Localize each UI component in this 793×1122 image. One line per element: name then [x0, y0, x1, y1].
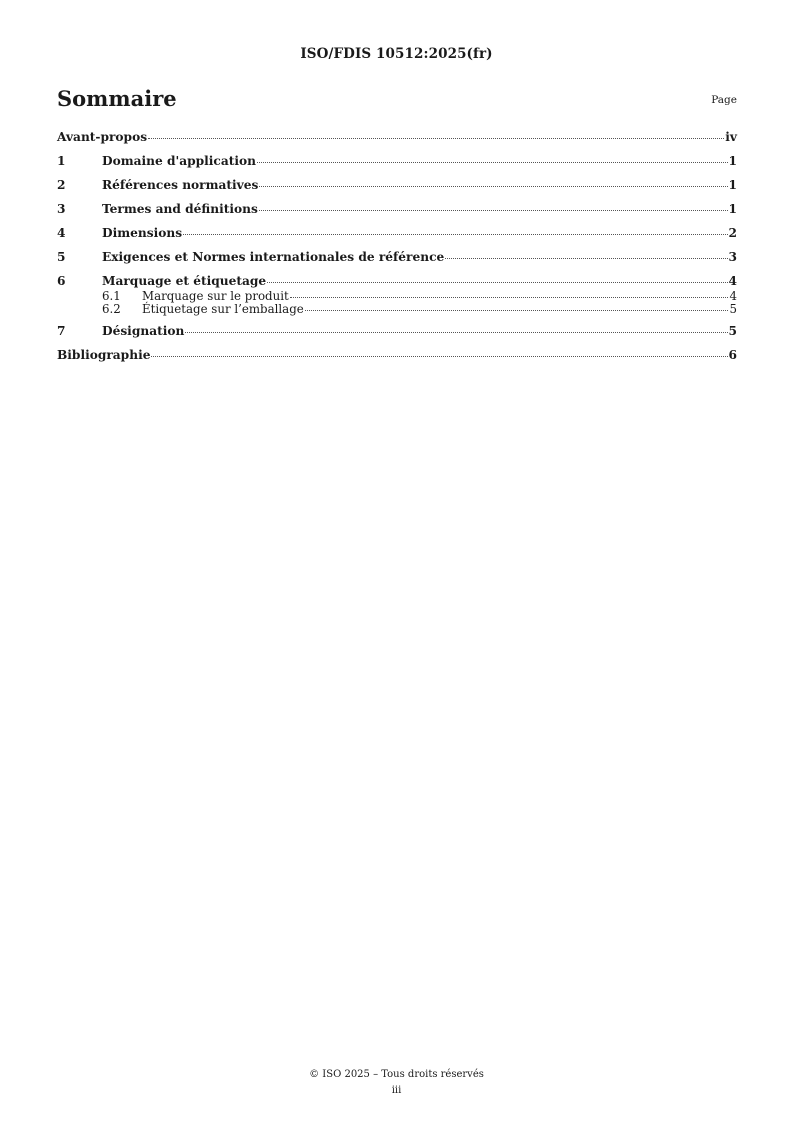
toc-entry-bibliography[interactable]	[57, 348, 737, 372]
toc-entry-number: 7	[57, 324, 66, 338]
toc-entry-label: Exigences et Normes internationales de référence	[102, 250, 445, 264]
toc-title: Sommaire	[57, 86, 177, 111]
toc-entry-page: iv	[725, 130, 737, 144]
toc-subentry-product-marking[interactable]	[57, 289, 737, 302]
toc-entry-label: Références normatives	[102, 178, 259, 192]
toc-entry-number: 6	[57, 274, 66, 288]
toc-entry-page: 5	[728, 324, 737, 338]
toc-entry-label: Marquage et étiquetage	[102, 274, 267, 288]
toc-entry-label: Désignation	[102, 324, 185, 338]
toc-entry-page: 4	[728, 274, 737, 288]
toc-entry-number: 6.1	[102, 289, 121, 303]
toc-entry-number: 6.2	[102, 302, 121, 316]
page-footer	[0, 1067, 793, 1099]
toc-entry-label: Étiquetage sur l’emballage	[142, 302, 304, 316]
copyright-notice: © ISO 2025 – Tous droits réservés	[309, 1069, 484, 1080]
toc-entry-designation[interactable]	[57, 324, 737, 348]
toc-entry-requirements[interactable]	[57, 250, 737, 274]
toc-entry-dimensions[interactable]	[57, 226, 737, 250]
toc-entry-number: 5	[57, 250, 66, 264]
toc-leader-dots	[290, 297, 729, 298]
table-of-contents	[57, 130, 737, 372]
toc-entry-page: 2	[728, 226, 737, 240]
toc-entry-page: 5	[729, 302, 737, 316]
toc-entry-number: 4	[57, 226, 66, 240]
toc-entry-label: Domaine d'application	[102, 154, 256, 168]
toc-leader-dots	[151, 356, 727, 357]
toc-title-row	[57, 86, 737, 116]
toc-entry-number: 1	[57, 154, 66, 168]
toc-entry-label: Bibliographie	[57, 348, 151, 362]
toc-leader-dots	[259, 186, 727, 187]
toc-entry-label: Termes and définitions	[102, 202, 258, 216]
toc-entry-label: Marquage sur le produit	[142, 289, 289, 303]
toc-entry-page: 1	[728, 178, 737, 192]
toc-leader-dots	[257, 162, 728, 163]
page-column-label: Page	[711, 94, 737, 106]
toc-leader-dots	[267, 282, 727, 283]
page-number: iii	[391, 1085, 402, 1096]
toc-entry-label: Avant-propos	[57, 130, 148, 144]
toc-leader-dots	[183, 234, 727, 235]
toc-entry-normative-references[interactable]	[57, 178, 737, 202]
toc-entry-marking-labelling[interactable]	[57, 274, 737, 289]
toc-entry-label: Dimensions	[102, 226, 183, 240]
toc-subentry-packaging-labelling[interactable]	[57, 302, 737, 315]
toc-leader-dots	[185, 332, 727, 333]
toc-leader-dots	[445, 258, 727, 259]
toc-leader-dots	[148, 138, 724, 139]
toc-entry-number: 2	[57, 178, 66, 192]
toc-entry-foreword[interactable]	[57, 130, 737, 154]
toc-leader-dots	[259, 210, 728, 211]
toc-entry-page: 1	[728, 154, 737, 168]
toc-entry-number: 3	[57, 202, 66, 216]
document-header: ISO/FDIS 10512:2025(fr)	[300, 46, 493, 62]
toc-entry-page: 6	[728, 348, 737, 362]
toc-entry-terms-definitions[interactable]	[57, 202, 737, 226]
toc-entry-page: 3	[728, 250, 737, 264]
toc-leader-dots	[305, 310, 729, 311]
toc-entry-page: 1	[728, 202, 737, 216]
toc-entry-scope[interactable]	[57, 154, 737, 178]
toc-entry-page: 4	[729, 289, 737, 303]
